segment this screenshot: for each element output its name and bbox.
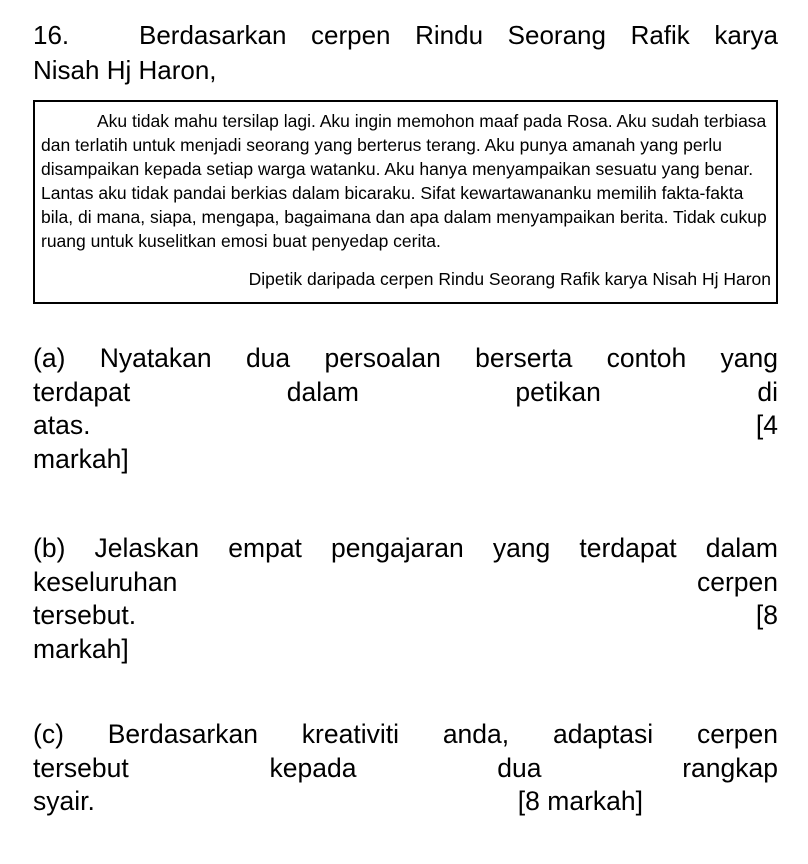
- sub-question-a: [33, 342, 778, 476]
- question-c-line-3: [33, 785, 778, 819]
- question-c-line-1: (c) Berdasarkan kreativiti anda, adaptasi cerpen: [33, 719, 778, 749]
- question-header-line1: [33, 18, 778, 53]
- question-c-marks: [8 markah]: [517, 786, 643, 816]
- question-b-line-4: markah]: [33, 633, 129, 664]
- question-a-line-4: markah]: [33, 443, 129, 474]
- question-number: 16.: [33, 20, 70, 50]
- question-intro-line1: Berdasarkan cerpen Rindu Seorang Rafik karya: [139, 20, 778, 50]
- sub-question-c: [33, 718, 778, 819]
- question-intro-line2: Nisah Hj Haron,: [33, 55, 217, 85]
- question-header: [33, 18, 778, 88]
- question-a-line-3: atas. [4: [33, 410, 778, 440]
- excerpt-box: [33, 100, 778, 304]
- question-b-line-1: (b) Jelaskan empat pengajaran yang terdapat dalam: [33, 533, 778, 563]
- question-a-line-2: terdapat dalam petikan di: [33, 376, 778, 407]
- question-b-line-2: keseluruhan cerpen: [33, 566, 778, 597]
- question-c-line-2: tersebut kepada dua rangkap: [33, 752, 778, 783]
- excerpt-text: Aku tidak mahu tersilap lagi. Aku ingin memohon maaf pada Rosa. Aku sudah terbiasa dan terlatih untuk menjadi seorang yang berterus terang. Aku punya amanah yang perlu disampaikan kepada setiap warga watanku. Aku hanya menyampaikan sesuatu yang benar. Lantas aku tidak pandai berkias dalam bicaraku. Sifat kewartawananku memilih fakta-fakta bila, di mana, siapa, mengapa, bagaimana dan apa dalam menyampaikan berita. Tidak cukup ruang untuk kuselitkan emosi buat penyedap cerita.: [41, 111, 767, 251]
- question-a-line-1: (a) Nyatakan dua persoalan berserta contoh yang: [33, 343, 778, 373]
- excerpt-attribution: Dipetik daripada cerpen Rindu Seorang Rafik karya Nisah Hj Haron: [248, 269, 771, 289]
- question-b-line-3: tersebut. [8: [33, 600, 778, 630]
- sub-question-b: [33, 532, 778, 666]
- question-c-last-line-text: syair.: [33, 786, 95, 816]
